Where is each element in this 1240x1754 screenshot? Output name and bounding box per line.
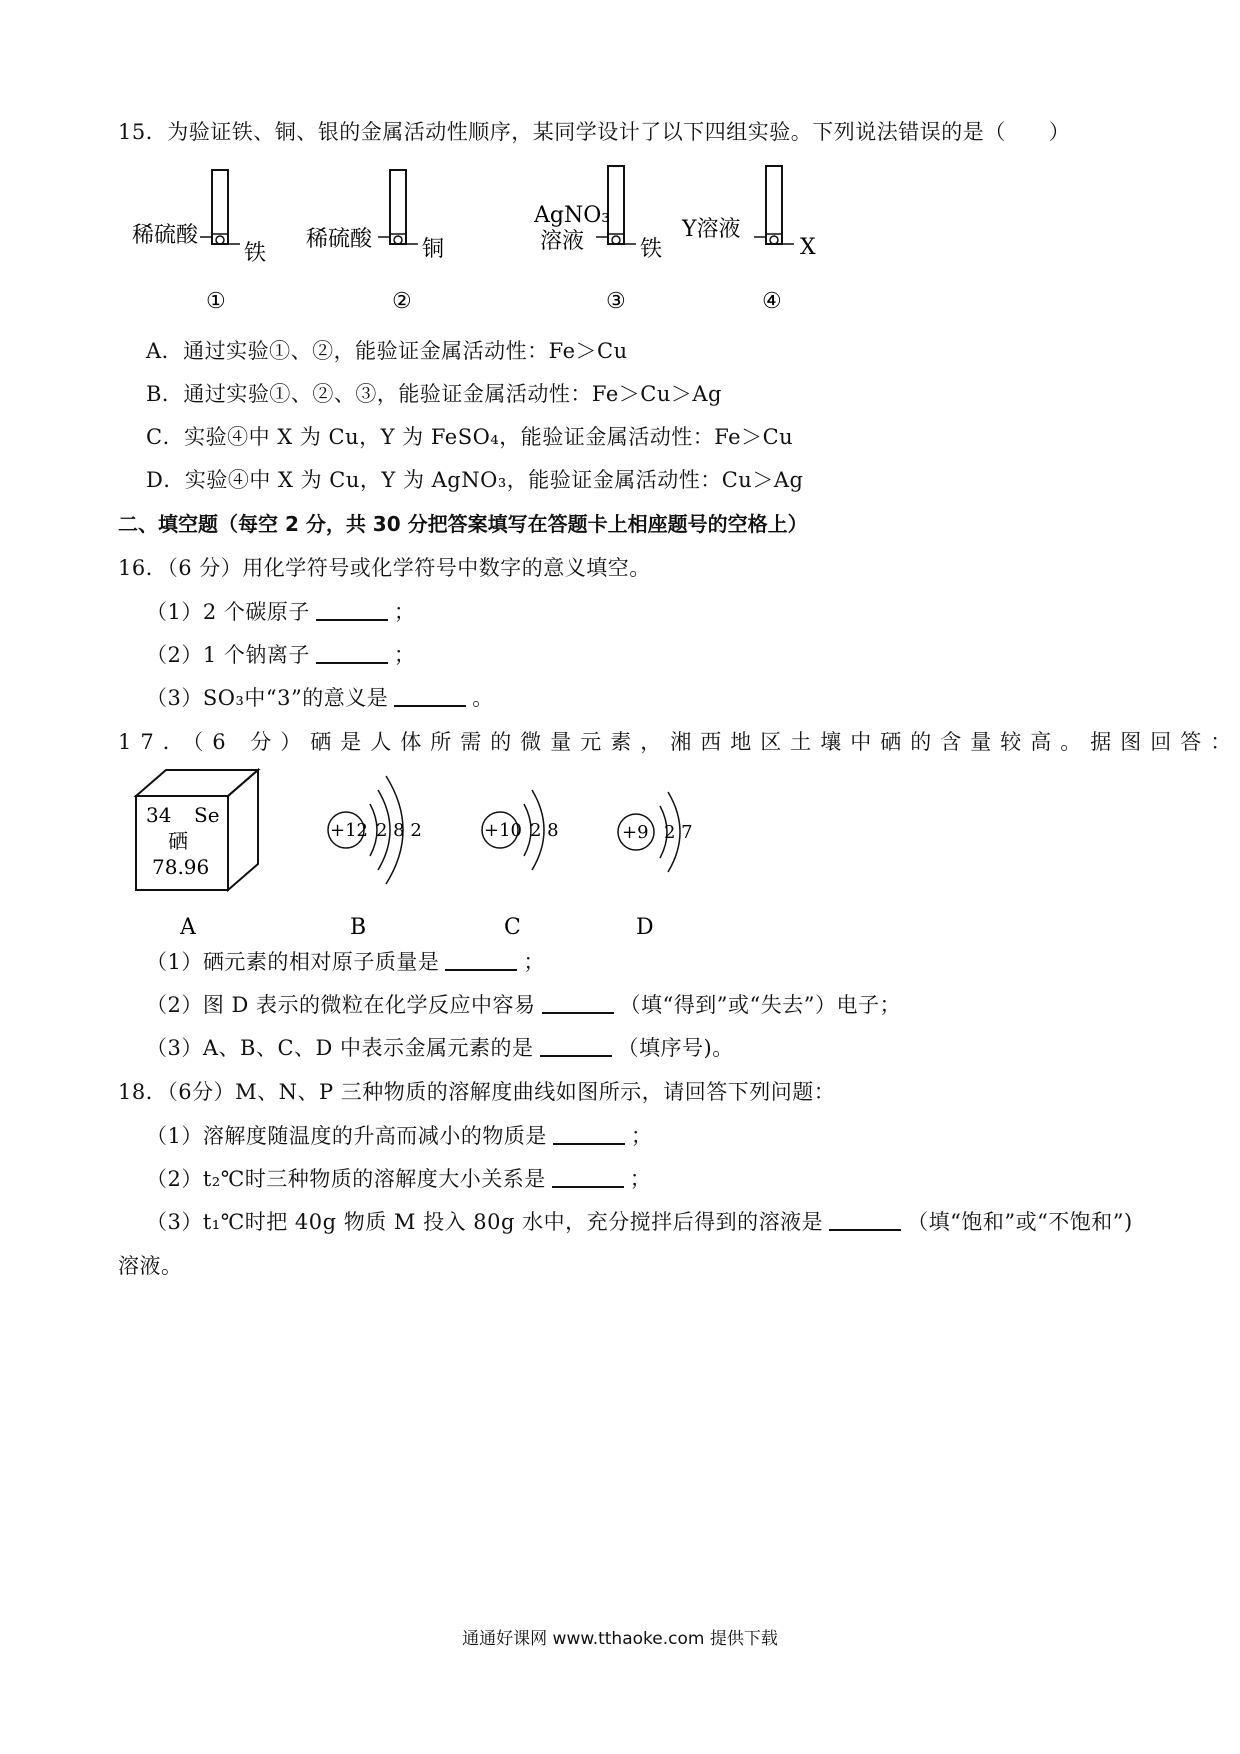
q17-part3 (146, 1032, 734, 1062)
figure-label-a: A (180, 915, 196, 940)
atom-b-nucleus: +12 (330, 820, 368, 841)
q18-part1-blank[interactable] (553, 1125, 625, 1145)
tube2-metal: 铜 (422, 237, 445, 262)
q16-part1-text: （1）2 个碳原子 (146, 600, 310, 624)
q17-part3-post: （填序号)。 (617, 1036, 734, 1060)
q18-part3-blank[interactable] (829, 1211, 901, 1231)
q17-part1-punct: ； (523, 950, 545, 974)
element-name: 硒 (168, 829, 188, 853)
test-tube-1 (132, 170, 266, 314)
tube3-metal: 铁 (640, 237, 663, 262)
q15-option-d: D．实验④中 X 为 Cu，Y 为 AgNO₃，能验证金属活动性：Cu＞Ag (146, 468, 804, 492)
element-symbol: Se (194, 803, 220, 827)
tube2-number: ② (392, 289, 412, 314)
atom-diagram-d (618, 792, 693, 872)
test-tube-2 (306, 170, 444, 314)
q18-part3-text: （3）t₁℃时把 40g 物质 M 投入 80g 水中，充分搅拌后得到的溶液是 (146, 1210, 824, 1234)
q17-part3-text: （3）A、B、C、D 中表示金属元素的是 (146, 1036, 534, 1060)
q16-part2 (146, 639, 415, 669)
q15-option-b: B．通过实验①、②、③，能验证金属活动性：Fe＞Cu＞Ag (146, 382, 722, 406)
q17-part1-blank[interactable] (445, 951, 517, 971)
q18-part1 (146, 1120, 652, 1150)
q18-part3 (146, 1206, 1133, 1236)
tube4-reagent: Y溶液 (682, 217, 741, 242)
atom-d-nucleus: +9 (622, 822, 649, 843)
q17-part2-post: （填“得到”或“失去”）电子； (619, 993, 901, 1017)
atom-c-nucleus: +10 (484, 820, 522, 841)
q17-stem: 17．（6 分）硒是人体所需的微量元素，湘西地区土壤中硒的含量较高。据图回答： (118, 730, 1240, 754)
atom-diagram-b (328, 776, 422, 884)
q17-part2 (146, 989, 901, 1019)
test-tube-4 (681, 166, 816, 314)
section-heading: 二、填空题（每空 2 分，共 30 分把答案填写在答题卡上相座题号的空格上） (118, 512, 808, 536)
tube2-reagent: 稀硫酸 (306, 227, 373, 252)
q16-part3-blank[interactable] (394, 687, 466, 707)
figure-label-c: C (504, 915, 521, 940)
q18-part2-text: （2）t₂℃时三种物质的溶解度大小关系是 (146, 1167, 546, 1191)
q18-stem: 18．（6分）M、N、P 三种物质的溶解度曲线如图所示，请回答下列问题： (118, 1080, 836, 1104)
q18-part3-continuation: 溶液。 (118, 1254, 183, 1278)
q18-part2-blank[interactable] (552, 1168, 624, 1188)
atom-c-shells: 2 8 (530, 820, 559, 841)
q17-figure (130, 768, 770, 948)
atom-b-shells: 2 8 2 (376, 820, 422, 841)
q16-part1-punct: ； (393, 600, 416, 624)
q18-part2 (146, 1163, 651, 1193)
page-footer: 通通好课网 www.tthaoke.com 提供下载 (462, 1629, 778, 1649)
q15-test-tube-figure (120, 160, 940, 360)
q16-part3-punct: 。 (472, 686, 494, 710)
tube3-number: ③ (606, 289, 626, 314)
atom-diagram-c (482, 790, 559, 870)
q15-option-a: A．通过实验①、②，能验证金属活动性：Fe＞Cu (146, 339, 628, 363)
atom-d-shells: 2 7 (664, 822, 693, 843)
tube3-reagent-line2: 溶液 (540, 229, 585, 254)
q18-part1-punct: ； (630, 1124, 653, 1148)
tube4-number: ④ (762, 289, 782, 314)
element-box-se (136, 770, 258, 890)
tube3-reagent-line1: AgNO₃ (534, 203, 611, 228)
q17-part1 (146, 946, 545, 976)
q16-part1 (146, 596, 415, 626)
q16-part2-text: （2）1 个钠离子 (146, 643, 310, 667)
q17-part3-blank[interactable] (540, 1037, 612, 1057)
q16-stem: 16．（6 分）用化学符号或化学符号中数字的意义填空。 (118, 556, 651, 580)
q18-part3-post: （填“饱和”或“不饱和”) (907, 1210, 1133, 1234)
q18-part1-text: （1）溶解度随温度的升高而减小的物质是 (146, 1124, 547, 1148)
q16-part2-blank[interactable] (316, 644, 388, 664)
q16-part1-blank[interactable] (316, 601, 388, 621)
element-mass: 78.96 (152, 855, 210, 879)
q17-part1-text: （1）硒元素的相对原子质量是 (146, 950, 440, 974)
tube1-metal: 铁 (244, 241, 267, 266)
q15-stem: 15．为验证铁、铜、银的金属活动性顺序，某同学设计了以下四组实验。下列说法错误的是（ ） (118, 120, 1071, 144)
q17-part2-blank[interactable] (542, 994, 614, 1014)
q17-part2-text: （2）图 D 表示的微粒在化学反应中容易 (146, 993, 536, 1017)
q16-part2-punct: ； (393, 643, 416, 667)
figure-label-b: B (350, 915, 367, 940)
element-number: 34 (146, 803, 172, 827)
tube1-reagent: 稀硫酸 (132, 223, 199, 248)
q18-part2-punct: ； (629, 1167, 652, 1191)
q16-part3-text: （3）SO₃中“3”的意义是 (146, 686, 389, 710)
tube1-number: ① (206, 289, 226, 314)
figure-label-d: D (636, 915, 654, 940)
q15-option-c: C．实验④中 X 为 Cu，Y 为 FeSO₄，能验证金属活动性：Fe＞Cu (146, 425, 794, 449)
q16-part3 (146, 682, 494, 712)
tube4-metal: X (800, 235, 816, 260)
test-tube-3 (533, 166, 662, 314)
